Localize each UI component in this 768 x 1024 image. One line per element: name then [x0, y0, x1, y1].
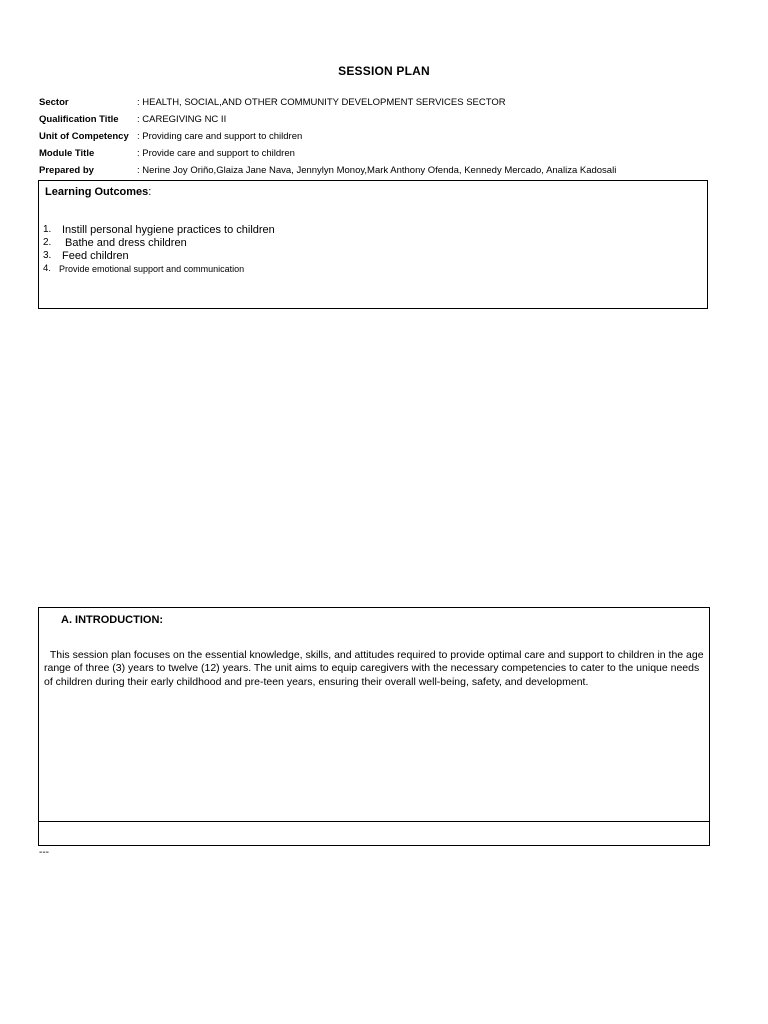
- learning-outcomes-heading: [45, 186, 151, 198]
- list-item: [43, 262, 275, 275]
- learning-outcomes-box: [38, 180, 708, 309]
- list-item: [43, 249, 275, 262]
- meta-row-prepared-by: [39, 162, 719, 179]
- metadata-table: [39, 94, 719, 179]
- meta-row-sector: [39, 94, 719, 111]
- learning-outcomes-list: [43, 223, 275, 275]
- meta-label: Sector: [39, 97, 69, 108]
- meta-value: : CAREGIVING NC II: [137, 114, 227, 125]
- meta-row-qualification: [39, 111, 719, 128]
- introduction-box: [38, 607, 710, 822]
- meta-label: Unit of Competency: [39, 131, 129, 142]
- introduction-paragraph: [44, 649, 704, 689]
- list-item: [43, 236, 275, 249]
- list-item-number: 3.: [43, 250, 52, 261]
- document-title: SESSION PLAN: [338, 64, 430, 78]
- empty-table-row: [38, 821, 710, 846]
- page-separator: ---: [39, 847, 49, 858]
- meta-row-unit: [39, 128, 719, 145]
- meta-label: Prepared by: [39, 165, 94, 176]
- meta-value: : Provide care and support to children: [137, 148, 295, 159]
- list-item-text: Bathe and dress children: [65, 236, 187, 249]
- list-item-number: 1.: [43, 224, 52, 235]
- learning-outcomes-heading-text: Learning Outcomes: [45, 186, 149, 198]
- list-item: [43, 223, 275, 236]
- meta-label: Qualification Title: [39, 114, 119, 125]
- introduction-heading: A. INTRODUCTION:: [61, 614, 164, 626]
- list-item-text: Provide emotional support and communication: [59, 263, 245, 274]
- meta-row-module: [39, 145, 719, 162]
- list-item-text: Feed children: [62, 249, 129, 262]
- meta-label: Module Title: [39, 148, 95, 159]
- introduction-paragraph-text: This session plan focuses on the essential knowledge, skills, and attitudes required to provide optimal care and support to children in the age range of three (3) years to twelve (12) years. The unit aims to equip caregivers with the necessary competencies to cater to the unique needs of children during their early childhood and pre-teen years, ensuring their overall well-being, safety, and development.: [44, 649, 704, 688]
- list-item-text: Instill personal hygiene practices to children: [62, 223, 275, 236]
- meta-value: : Providing care and support to children: [137, 131, 303, 142]
- meta-value: : HEALTH, SOCIAL,AND OTHER COMMUNITY DEVELOPMENT SERVICES SECTOR: [137, 97, 506, 108]
- meta-value: : Nerine Joy Oriño,Glaiza Jane Nava, Jennylyn Monoy,Mark Anthony Ofenda, Kennedy Mercado, Analiza Kadosali: [137, 165, 617, 176]
- list-item-number: 4.: [43, 263, 51, 274]
- learning-outcomes-colon: :: [148, 186, 152, 198]
- list-item-number: 2.: [43, 237, 52, 248]
